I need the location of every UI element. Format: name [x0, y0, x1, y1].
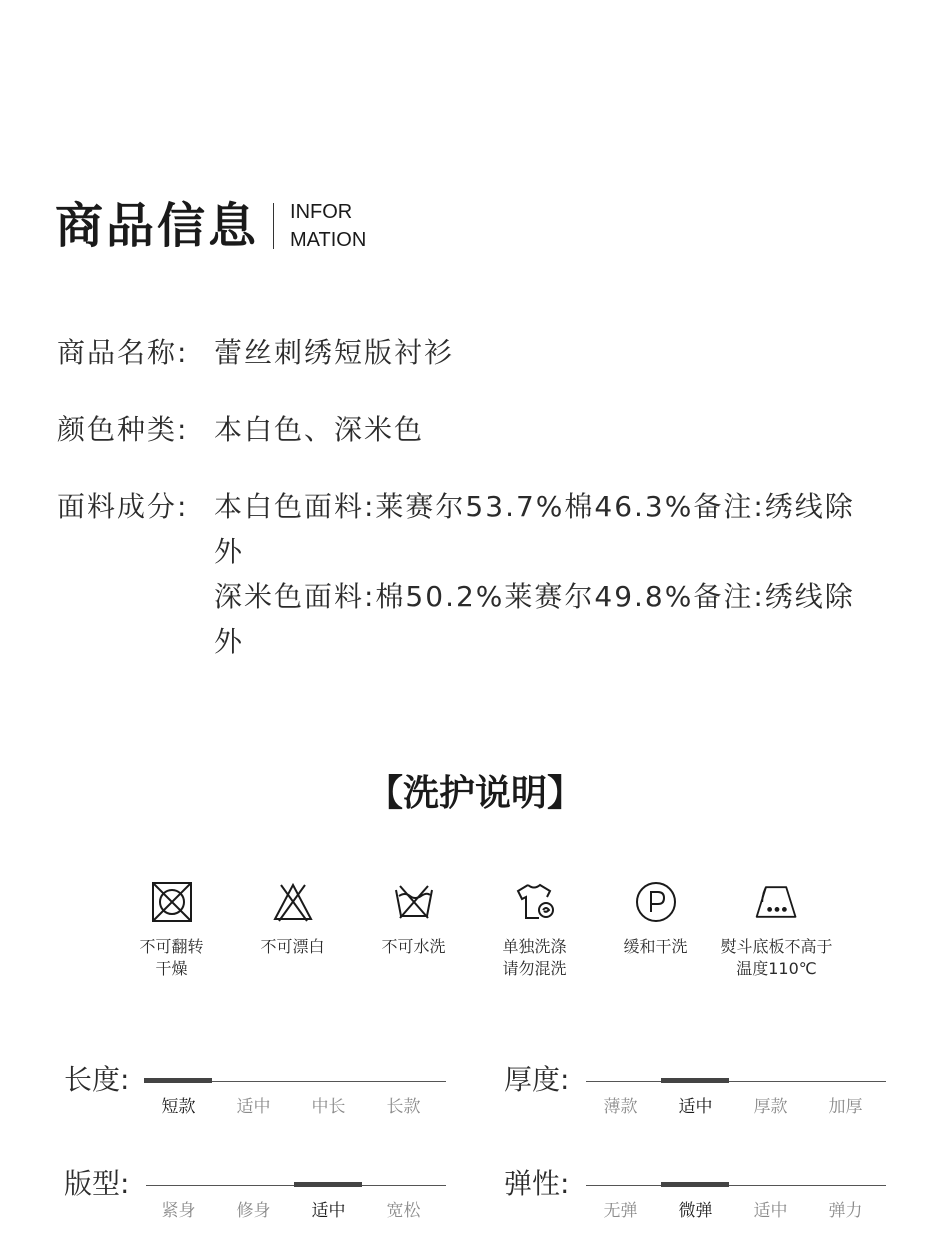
- info-row-fabric: [57, 484, 887, 664]
- attribute-option: 中长: [311, 1097, 346, 1117]
- info-row-color: [57, 407, 887, 452]
- care-label: [223, 936, 363, 958]
- attribute-option: 微弹: [678, 1201, 713, 1221]
- care-label: [465, 936, 605, 980]
- care-label-line-1: 不可翻转: [139, 937, 204, 956]
- attribute-fit: [64, 1164, 454, 1224]
- attribute-option: 薄款: [603, 1097, 638, 1117]
- gentle-dry-clean-icon: [632, 878, 680, 926]
- care-item-no-tumble-dry: [111, 878, 232, 980]
- info-value-name: 蕾丝刺绣短版衬衫: [214, 336, 455, 369]
- attribute-options: [583, 1200, 883, 1222]
- care-item-gentle-dry-clean: [595, 878, 716, 980]
- attribute-scale-line: [586, 1081, 886, 1082]
- care-label-line-2: 温度110℃: [736, 959, 817, 978]
- attribute-option: 无弹: [603, 1201, 638, 1221]
- care-item-wash-separately: [474, 878, 595, 980]
- info-row-name: [57, 330, 887, 375]
- attribute-options: [141, 1096, 441, 1118]
- fabric-line-2: 深米色面料:棉50.2%莱赛尔49.8%备注:绣线除外: [214, 580, 855, 658]
- attribute-option: 适中: [753, 1201, 788, 1221]
- attribute-option: 厚款: [753, 1097, 788, 1117]
- attribute-option: 宽松: [386, 1201, 421, 1221]
- attribute-label: 厚度:: [504, 1063, 570, 1096]
- info-label-name: 商品名称:: [57, 336, 189, 369]
- attribute-option: 适中: [678, 1097, 713, 1117]
- attribute-option: 修身: [236, 1201, 271, 1221]
- care-item-no-wash: [353, 878, 474, 980]
- wash-separately-icon: [511, 878, 559, 926]
- care-item-no-bleach: [232, 878, 353, 980]
- attribute-option: 加厚: [828, 1097, 863, 1117]
- attribute-option: 适中: [311, 1201, 346, 1221]
- header-english-line-1: INFOR: [290, 201, 353, 223]
- attribute-selected-marker: [661, 1078, 729, 1083]
- care-title: 【洗护说明】: [366, 773, 583, 814]
- care-label-line-2: 干燥: [155, 959, 188, 978]
- attribute-length: [64, 1060, 454, 1120]
- product-info: [57, 330, 887, 696]
- header-divider: [273, 203, 274, 249]
- no-tumble-dry-icon: [148, 878, 196, 926]
- attribute-label: 长度:: [64, 1063, 130, 1096]
- info-value-color: 本白色、深米色: [214, 413, 425, 446]
- attribute-option: 短款: [161, 1097, 196, 1117]
- care-label: [707, 936, 847, 980]
- care-label: [586, 936, 726, 958]
- care-icons: [111, 878, 839, 980]
- care-label-line-1: 熨斗底板不高于: [720, 937, 833, 956]
- attribute-thickness: [504, 1060, 894, 1120]
- info-value-fabric: [214, 484, 874, 664]
- attribute-elasticity: [504, 1164, 894, 1224]
- info-label-color: 颜色种类:: [57, 413, 189, 446]
- care-label: [102, 936, 242, 980]
- care-label-line-1: 不可水洗: [381, 937, 446, 956]
- care-label-line-1: 缓和干洗: [623, 937, 688, 956]
- attribute-selected-marker: [294, 1182, 362, 1187]
- attribute-option: 适中: [236, 1097, 271, 1117]
- attribute-options: [583, 1096, 883, 1118]
- care-label-line-1: 单独洗涤: [502, 937, 567, 956]
- header-english: [290, 198, 366, 254]
- care-label: [344, 936, 484, 958]
- care-label-line-1: 不可漂白: [260, 937, 325, 956]
- attribute-label: 版型:: [64, 1167, 130, 1200]
- fabric-line-1: 本白色面料:莱赛尔53.7%棉46.3%备注:绣线除外: [214, 490, 855, 568]
- attribute-label: 弹性:: [504, 1167, 570, 1200]
- attribute-scale-line: [586, 1185, 886, 1186]
- info-label-fabric: 面料成分:: [57, 490, 189, 523]
- attribute-selected-marker: [661, 1182, 729, 1187]
- iron-icon: [753, 878, 801, 926]
- care-item-iron: [716, 878, 837, 980]
- attribute-option: 紧身: [161, 1201, 196, 1221]
- no-wash-icon: [390, 878, 438, 926]
- care-label-line-2: 请勿混洗: [502, 959, 567, 978]
- attribute-options: [141, 1200, 441, 1222]
- attribute-option: 弹力: [828, 1201, 863, 1221]
- attribute-selected-marker: [144, 1078, 212, 1083]
- page-title: 商品信息: [55, 198, 260, 254]
- section-header: [55, 196, 366, 256]
- no-bleach-icon: [269, 878, 317, 926]
- header-english-line-2: MATION: [290, 229, 367, 251]
- attribute-option: 长款: [386, 1097, 421, 1117]
